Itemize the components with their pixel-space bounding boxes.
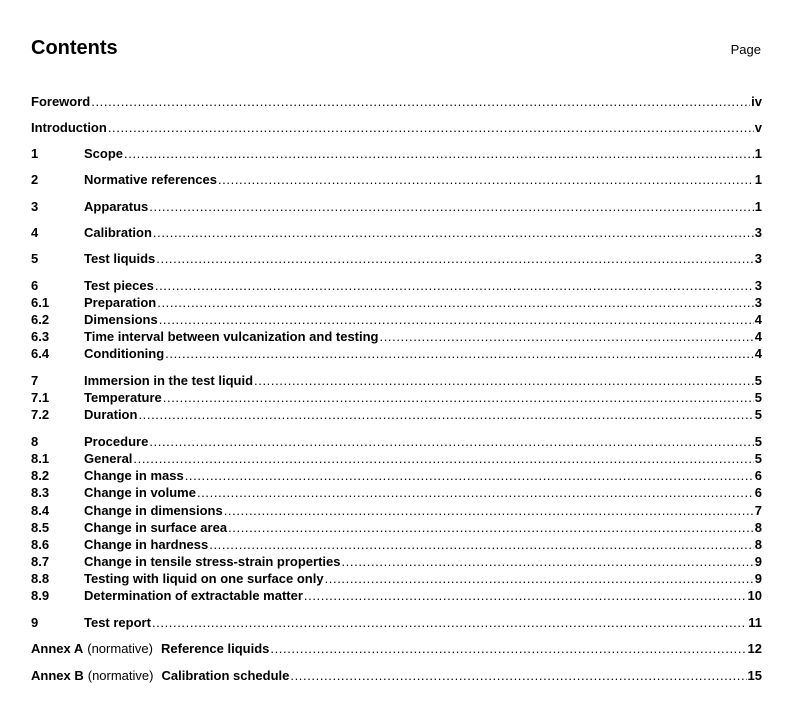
- toc-entry-subsection[interactable]: [31, 484, 762, 501]
- toc-entry-page: 4: [754, 346, 762, 361]
- toc-entry-title: Change in dimensions: [84, 503, 223, 518]
- toc-entry-page: 3: [754, 251, 762, 266]
- toc-entry-page: 7: [754, 503, 762, 518]
- toc-entry-title: Calibration: [84, 225, 152, 240]
- toc-entry-subsection[interactable]: [31, 502, 762, 519]
- toc-entry-title: Immersion in the test liquid: [84, 373, 254, 388]
- toc-leader-dots: [209, 536, 754, 553]
- toc-entry-number: 5: [31, 251, 39, 266]
- toc-entry-section[interactable]: [31, 614, 762, 631]
- toc-entry-subsection[interactable]: [31, 519, 762, 536]
- toc-entry-title: Testing with liquid on one surface only: [84, 571, 324, 586]
- toc-entry-number: 6: [31, 278, 39, 293]
- toc-leader-dots: [218, 171, 754, 188]
- toc-entry-title: Foreword: [31, 94, 91, 109]
- toc-entry-number: 7.2: [31, 407, 50, 422]
- toc-entry-title: Time interval between vulcanization and testing: [84, 329, 379, 344]
- toc-entry-annex-b[interactable]: [31, 667, 762, 684]
- toc-leader-dots: [165, 345, 754, 362]
- toc-entry-subsection[interactable]: [31, 570, 762, 587]
- toc-entry-number: 3: [31, 199, 39, 214]
- toc-entry-annex-a[interactable]: [31, 640, 762, 657]
- toc-entry-page: 5: [754, 390, 762, 405]
- toc-leader-dots: [197, 484, 754, 501]
- toc-leader-dots: [341, 553, 753, 570]
- toc-entry-subsection[interactable]: [31, 587, 762, 604]
- toc-entry-title: Test liquids: [84, 251, 156, 266]
- toc-leader-dots: [108, 119, 754, 136]
- toc-entry-number: 8: [31, 434, 39, 449]
- toc-leader-dots: [159, 311, 754, 328]
- toc-entry-title: Change in mass: [84, 468, 184, 483]
- toc-entry-section[interactable]: [31, 198, 762, 215]
- toc-entry-number: 8.6: [31, 537, 50, 552]
- toc-entry-number: 4: [31, 225, 39, 240]
- toc-entry-subsection[interactable]: [31, 467, 762, 484]
- toc-leader-dots: [380, 328, 754, 345]
- toc-entry-section[interactable]: [31, 171, 762, 188]
- toc-entry-page: 5: [754, 434, 762, 449]
- toc-entry-title: Apparatus: [84, 199, 149, 214]
- toc-leader-dots: [155, 277, 754, 294]
- toc-entry-title: Conditioning: [84, 346, 165, 361]
- toc-leader-dots: [91, 93, 750, 110]
- toc-leader-dots: [163, 389, 754, 406]
- toc-entry-subsection[interactable]: [31, 389, 762, 406]
- toc-entry-page: 1: [754, 146, 762, 161]
- toc-entry-page: 5: [754, 373, 762, 388]
- toc-leader-dots: [149, 433, 753, 450]
- toc-entry-page: 9: [754, 571, 762, 586]
- toc-leader-dots: [133, 450, 753, 467]
- toc-entry-subsection[interactable]: [31, 450, 762, 467]
- toc-entry-number: 8.4: [31, 503, 50, 518]
- toc-entry-page: v: [754, 120, 762, 135]
- toc-entry-title: General: [84, 451, 133, 466]
- toc-entry-title: Reference liquids: [161, 641, 270, 656]
- toc-entry-number: 8.1: [31, 451, 50, 466]
- toc-leader-dots: [254, 372, 754, 389]
- toc-entry-page: 10: [747, 588, 762, 603]
- annex-type: (normative): [87, 668, 154, 683]
- toc-leader-dots: [124, 145, 754, 162]
- toc-entry-foreword[interactable]: [31, 93, 762, 110]
- toc-entry-title: Procedure: [84, 434, 149, 449]
- toc-entry-number: 8.2: [31, 468, 50, 483]
- toc-entry-title: Duration: [84, 407, 138, 422]
- toc-entry-page: 5: [754, 451, 762, 466]
- toc-entry-section[interactable]: [31, 224, 762, 241]
- toc-entry-page: 3: [754, 278, 762, 293]
- toc-entry-subsection[interactable]: [31, 345, 762, 362]
- toc-entry-number: 9: [31, 615, 39, 630]
- toc-entry-subsection[interactable]: [31, 406, 762, 423]
- toc-leader-dots: [138, 406, 753, 423]
- toc-leader-dots: [149, 198, 753, 215]
- toc-leader-dots: [185, 467, 754, 484]
- toc-entry-title: Change in tensile stress-strain properties: [84, 554, 341, 569]
- toc-entry-page: 15: [747, 668, 762, 683]
- toc-entry-subsection[interactable]: [31, 294, 762, 311]
- toc-entry-page: 4: [754, 312, 762, 327]
- toc-entry-page: 4: [754, 329, 762, 344]
- toc-entry-page: 3: [754, 295, 762, 310]
- toc-leader-dots: [157, 294, 754, 311]
- toc-entry-title: Dimensions: [84, 312, 158, 327]
- toc-leader-dots: [152, 614, 747, 631]
- toc-entry-section[interactable]: [31, 433, 762, 450]
- toc-entry-page: 1: [754, 172, 762, 187]
- annex-label: Annex A: [31, 641, 84, 656]
- toc-entry-title: Change in surface area: [84, 520, 228, 535]
- annex-label: Annex B: [31, 668, 84, 683]
- toc-entry-number: 8.8: [31, 571, 50, 586]
- toc-entry-page: 6: [754, 468, 762, 483]
- toc-entry-page: 12: [747, 641, 762, 656]
- toc-entry-subsection[interactable]: [31, 311, 762, 328]
- toc-entry-title: Change in hardness: [84, 537, 209, 552]
- toc-leader-dots: [224, 502, 754, 519]
- toc-entry-page: iv: [751, 94, 762, 109]
- page-column-label: Page: [730, 42, 761, 57]
- toc-entry-page: 11: [748, 615, 762, 630]
- toc-entry-number: 6.2: [31, 312, 50, 327]
- toc-leader-dots: [153, 224, 754, 241]
- toc-entry-number: 8.9: [31, 588, 50, 603]
- toc-leader-dots: [304, 587, 747, 604]
- toc-entry-page: 3: [754, 225, 762, 240]
- toc-entry-page: 8: [754, 537, 762, 552]
- toc-entry-number: 2: [31, 172, 39, 187]
- toc-leader-dots: [156, 250, 754, 267]
- toc-entry-page: 9: [754, 554, 762, 569]
- toc-entry-title: Introduction: [31, 120, 107, 135]
- toc-entry-title: Normative references: [84, 172, 217, 187]
- toc-entry-introduction[interactable]: [31, 119, 762, 136]
- toc-entry-title: Scope: [84, 146, 124, 161]
- toc-entry-page: 1: [754, 199, 762, 214]
- toc-entry-page: 5: [754, 407, 762, 422]
- toc-entry-number: 8.5: [31, 520, 50, 535]
- toc-entry-number: 6.1: [31, 295, 50, 310]
- toc-leader-dots: [270, 640, 746, 657]
- toc-entry-title: Test report: [84, 615, 151, 630]
- toc-entry-number: 8.3: [31, 485, 50, 500]
- toc-entry-number: 8.7: [31, 554, 50, 569]
- toc-entry-title: Determination of extractable matter: [84, 588, 303, 603]
- annex-type: (normative): [87, 641, 153, 656]
- toc-leader-dots: [290, 667, 746, 684]
- toc-entry-number: 7: [31, 373, 39, 388]
- toc-leader-dots: [228, 519, 754, 536]
- toc-entry-title: Preparation: [84, 295, 157, 310]
- toc-entry-number: 6.4: [31, 346, 50, 361]
- toc-entry-section[interactable]: [31, 372, 762, 389]
- toc-entry-number: 6.3: [31, 329, 50, 344]
- toc-entry-section[interactable]: [31, 277, 762, 294]
- toc-entry-subsection[interactable]: [31, 328, 762, 345]
- toc-entry-page: 8: [754, 520, 762, 535]
- toc-entry-section[interactable]: [31, 145, 762, 162]
- toc-entry-title: Temperature: [84, 390, 162, 405]
- toc-entry-number: 1: [31, 146, 39, 161]
- toc-entry-subsection[interactable]: [31, 553, 762, 570]
- toc-entry-title: Test pieces: [84, 278, 154, 293]
- page-title: Contents: [31, 37, 118, 59]
- toc-entry-page: 6: [754, 485, 762, 500]
- toc-leader-dots: [325, 570, 754, 587]
- toc-entry-section[interactable]: [31, 250, 762, 267]
- toc-entry-title: Calibration schedule: [161, 668, 290, 683]
- toc-entry-subsection[interactable]: [31, 536, 762, 553]
- toc-entry-number: 7.1: [31, 390, 50, 405]
- toc-entry-title: Change in volume: [84, 485, 196, 500]
